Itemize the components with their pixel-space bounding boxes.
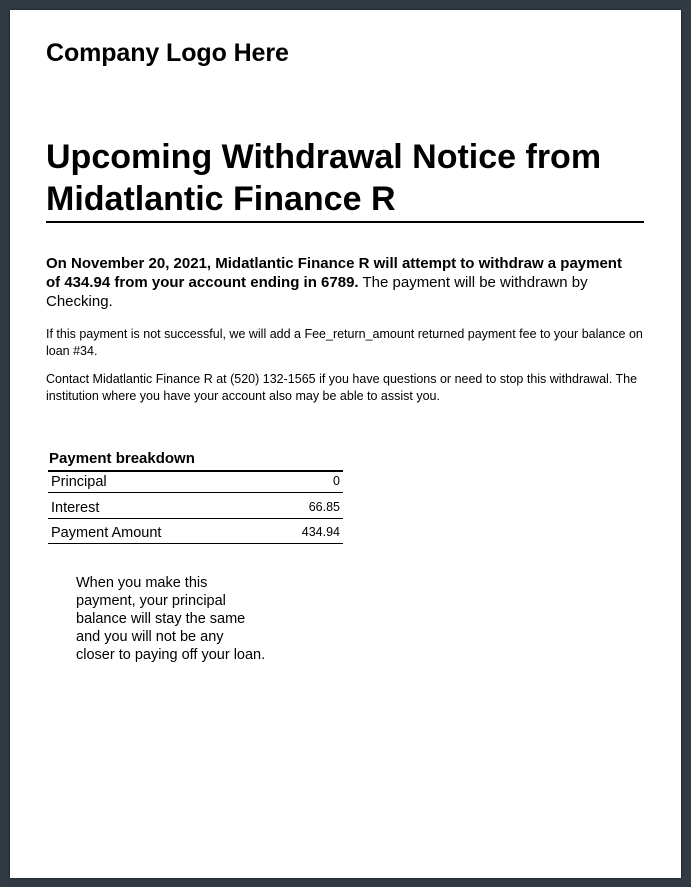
row-label: Principal xyxy=(51,474,107,490)
document-page xyxy=(10,10,681,878)
notice-title: Upcoming Withdrawal Notice from Midatlantic Finance R xyxy=(46,136,644,223)
table-row-payment-amount xyxy=(48,519,343,545)
table-row-principal xyxy=(48,472,343,493)
row-label: Payment Amount xyxy=(51,525,162,541)
contact-paragraph: Contact Midatlantic Finance R at (520) 132-1565 if you have questions or need to stop this withdrawal. The institution where you have your account also may be able to assist you. xyxy=(46,372,638,403)
principal-note: When you make this payment, your principal balance will stay the same and you will not be any closer to paying off your loan. xyxy=(76,575,266,663)
payment-breakdown-title: Payment breakdown xyxy=(48,450,343,472)
row-value: 66.85 xyxy=(308,499,340,514)
withdrawal-summary-bold: On November 20, 2021, Midatlantic Finance R will attempt to withdraw a payment of 434.94 from your account ending in 6789. xyxy=(46,255,622,291)
table-row-interest xyxy=(48,493,343,519)
company-logo-placeholder: Company Logo Here xyxy=(46,39,289,67)
payment-breakdown-table xyxy=(48,450,343,544)
withdrawal-summary xyxy=(46,254,636,311)
withdrawal-summary-method: The payment will be withdrawn by Checking. xyxy=(46,274,588,310)
row-value: 434.94 xyxy=(301,525,340,539)
returned-payment-fee-paragraph: If this payment is not successful, we will add a Fee_return_amount returned payment fee to your balance on loan #34. xyxy=(46,327,643,358)
row-label: Interest xyxy=(51,499,100,516)
row-value: 0 xyxy=(333,474,340,488)
